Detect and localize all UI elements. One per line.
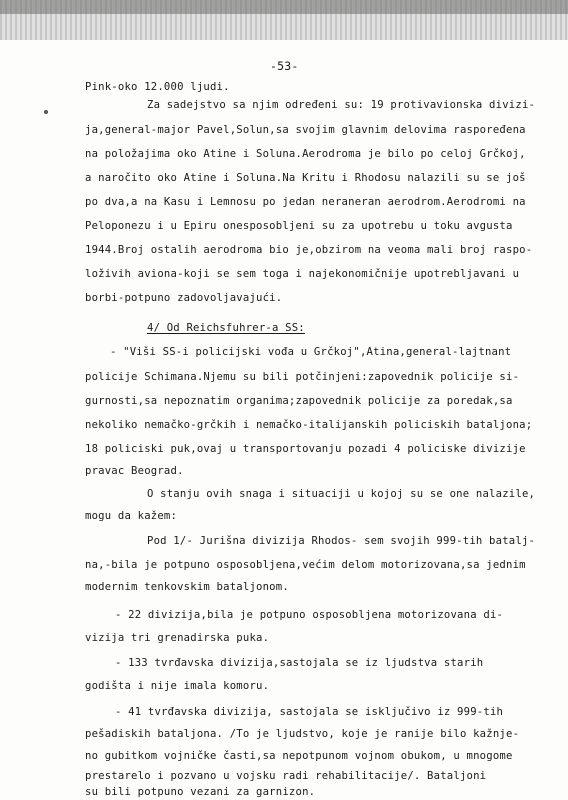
text-line: na položajima oko Atine i Soluna.Aerodroma je bilo po celoj Grčkoj, (85, 148, 526, 160)
text-line: gurnosti,sa nepoznatim organima;zapovednik policije za poredak,sa (85, 395, 513, 407)
text-line: O stanju ovih snaga i situaciji u kojoj su se one nalazile, (147, 488, 536, 500)
text-line: Peloponezu i u Epiru onesposobljeni su za upotrebu u toku avgusta (85, 220, 513, 232)
text-line: a naročito oko Atine i Soluna.Na Kritu i Rhodosu nalazili su se još (85, 172, 526, 184)
text-line: 18 policiski puk,ovaj u transportovanju pozadi 4 policiske divizije (85, 443, 526, 455)
text-line: pravac Beograd. (85, 465, 184, 477)
text-line: modernim tenkovskim bataljonom. (85, 581, 289, 593)
text-line: borbi-potpuno zadovoljavajući. (85, 292, 283, 304)
text-line: nekoliko nemačko-grčkih i nemačko-italijanskih policiskih bataljona; (85, 419, 533, 431)
text-line: na,-bila je potpuno osposobljena,većim delom motorizovana,sa jednim (85, 559, 526, 571)
text-line: - "Viši SS-i policijski vođa u Grčkoj",Atina,general-lajtnant (110, 346, 512, 358)
text-line: loživih aviona-koji se sem toga i najekonomičnije upotrebljavani u (85, 268, 520, 280)
text-line: vizija tri grenadirska puka. (85, 632, 270, 644)
scanned-top-band (0, 0, 568, 14)
text-line: Za sadejstvo sa njim određeni su: 19 protivavionska divizi- (147, 99, 536, 111)
text-line: - 41 tvrđavska divizija, sastojala se isključivo iz 999-tih (115, 706, 504, 718)
text-line: 1944.Broj ostalih aerodroma bio je,obzirom na veoma mali broj raspo- (85, 244, 533, 256)
text-line: pešadiskih bataljona. /To je ljudstvo, koje je ranije bilo kažnje- (85, 728, 520, 740)
text-line: su bili potpuno vezani za garnizon. (85, 786, 316, 798)
text-line: ja,general-major Pavel,Solun,sa svojim glavnim delovima raspoređena (85, 124, 526, 136)
text-line: - 133 tvrđavska divizija,sastojala se iz ljudstva starih (115, 657, 484, 669)
text-line: po dva,a na Kasu i Lemnosu po jedan neraneran aerodrom.Aerodromi na (85, 196, 526, 208)
punch-hole-mark (44, 110, 48, 114)
text-line: prestarelo i pozvano u vojsku radi rehabilitacije/. Bataljoni (85, 770, 487, 782)
text-line: no gubitkom vojničke časti,sa nepotpunom vojnom obukom, u mnogome (85, 750, 513, 762)
text-line: godišta i nije imala komoru. (85, 680, 270, 692)
text-line: mogu da kažem: (85, 510, 178, 522)
section-heading: 4/ Od Reichsfuhrer-a SS: (147, 322, 305, 334)
text-line: - 22 divizija,bila je potpuno osposobljena motorizovana di- (115, 609, 504, 621)
text-line: Pink-oko 12.000 ljudi. (85, 81, 230, 93)
text-line: Pod 1/- Jurišna divizija Rhodos- sem svojih 999-tih batalj- (147, 535, 536, 547)
page-number: -53- (270, 59, 299, 73)
text-line: policije Schimana.Njemu su bili potčinjeni:zapovednik policije si- (85, 371, 520, 383)
